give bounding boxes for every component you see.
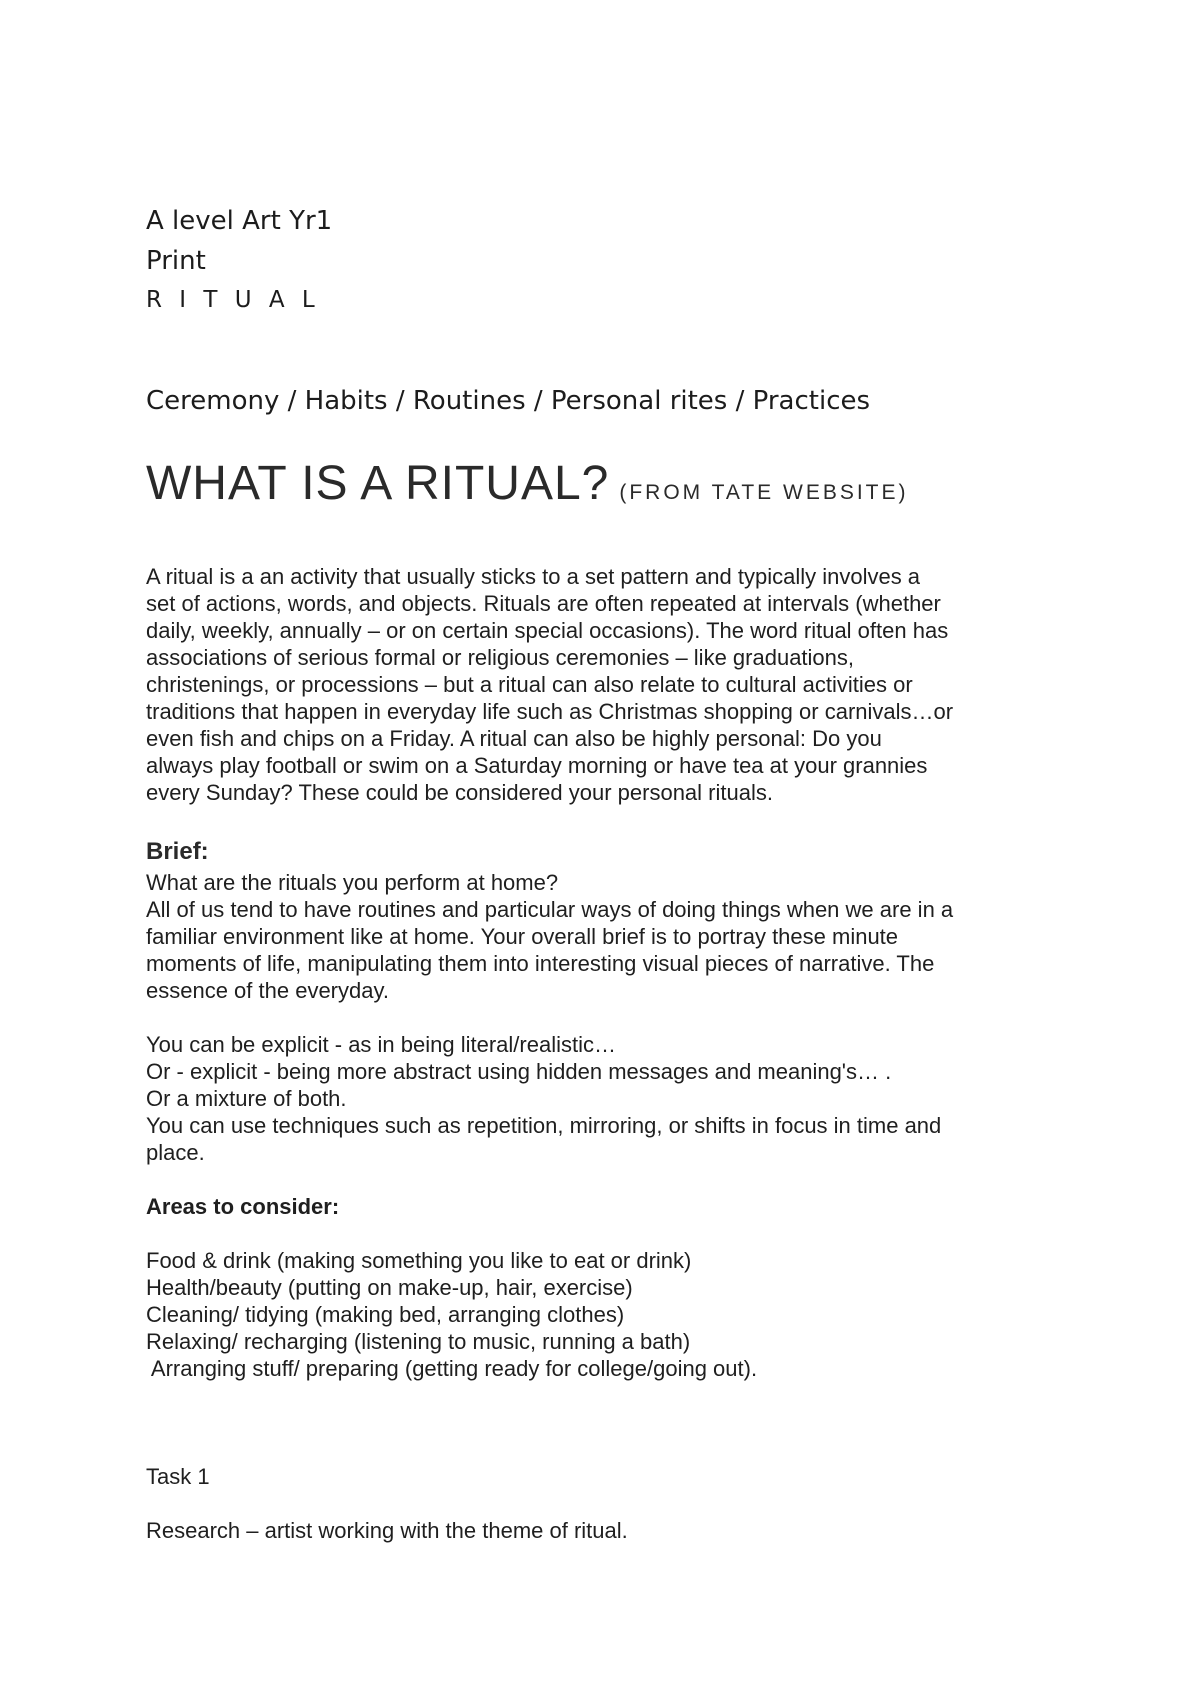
area-item: Relaxing/ recharging (listening to music, running a bath) [146,1329,691,1354]
approach-line: You can use techniques such as repetition, mirroring, or shifts in focus in time and [146,1113,942,1138]
task-heading: Task 1 [146,1464,210,1489]
keywords-line: Ceremony / Habits / Routines / Personal rites / Practices [146,386,871,416]
task-description: Research – artist working with the theme of ritual. [146,1518,628,1543]
brief-line: familiar environment like at home. Your overall brief is to portray these minute [146,924,899,949]
area-item: Health/beauty (putting on make-up, hair, exercise) [146,1275,633,1300]
definition-line: every Sunday? These could be considered your personal rituals. [146,780,773,805]
subject-title: Print [146,246,206,276]
approach-line: Or - explicit - being more abstract using hidden messages and meaning's… . [146,1059,892,1084]
brief-paragraph [146,869,1086,1004]
brief-line: essence of the everyday. [146,978,389,1003]
areas-list [146,1247,1086,1382]
main-heading [146,456,909,511]
area-item: Cleaning/ tidying (making bed, arranging clothes) [146,1302,625,1327]
definition-line: A ritual is a an activity that usually sticks to a set pattern and typically involves a [146,564,921,589]
source-note: (FROM TATE WEBSITE) [619,481,909,504]
course-title: A level Art Yr1 [146,206,333,236]
areas-heading: Areas to consider: [146,1194,340,1219]
brief-line: What are the rituals you perform at home? [146,870,559,895]
definition-line: daily, weekly, annually – or on certain special occasions). The word ritual often has [146,618,949,643]
definition-line: set of actions, words, and objects. Rituals are often repeated at intervals (whether [146,591,941,616]
area-item: Food & drink (making something you like to eat or drink) [146,1248,692,1273]
main-heading-text: WHAT IS A RITUAL? [146,457,610,510]
definition-line: always play football or swim on a Saturday morning or have tea at your grannies [146,753,928,778]
definition-line: traditions that happen in everyday life such as Christmas shopping or carnivals…or [146,699,954,724]
brief-line: All of us tend to have routines and particular ways of doing things when we are in a [146,897,954,922]
approach-line: place. [146,1140,205,1165]
definition-line: associations of serious formal or religious ceremonies – like graduations, [146,645,855,670]
brief-line: moments of life, manipulating them into interesting visual pieces of narrative. The [146,951,935,976]
approach-paragraph [146,1031,1086,1166]
theme-title: R I T U A L [146,287,320,313]
area-item: Arranging stuff/ preparing (getting ready for college/going out). [146,1356,758,1381]
definition-paragraph [146,563,1086,806]
definition-line: christenings, or processions – but a ritual can also relate to cultural activities or [146,672,913,697]
definition-line: even fish and chips on a Friday. A ritual can also be highly personal: Do you [146,726,882,751]
approach-line: You can be explicit - as in being literal/realistic… [146,1032,616,1057]
brief-heading: Brief: [146,838,209,865]
approach-line: Or a mixture of both. [146,1086,347,1111]
